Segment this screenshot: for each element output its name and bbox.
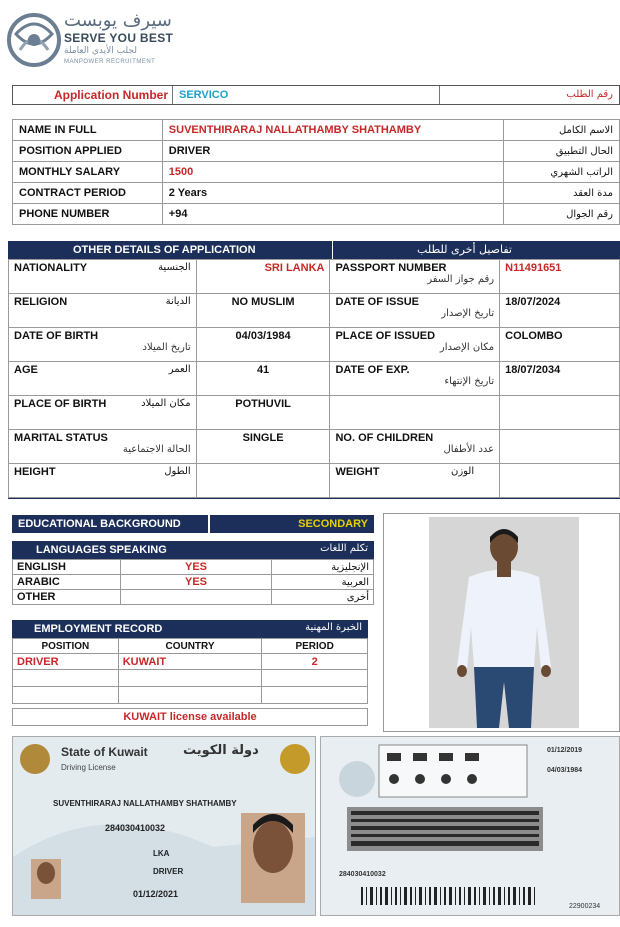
details-right-label (330, 464, 500, 498)
details-right-label (330, 328, 500, 362)
personal-value: DRIVER (162, 141, 503, 162)
employment-row (13, 687, 368, 704)
details-right-label-en: PASSPORT NUMBER (335, 262, 447, 274)
details-row (9, 396, 620, 430)
details-right-value: 18/07/2024 (500, 294, 620, 328)
details-right-label-en: PLACE OF ISSUED (335, 330, 436, 342)
employment-position (13, 670, 119, 687)
details-left-label-ar: الديانة (165, 296, 191, 307)
license-back-date1: 01/12/2019 (547, 747, 583, 754)
personal-value: 2 Years (162, 183, 503, 204)
details-right-value: COLOMBO (500, 328, 620, 362)
education-bar (12, 515, 374, 533)
language-value: YES (120, 575, 271, 590)
personal-label: PHONE NUMBER (13, 204, 163, 225)
details-left-label-en: NATIONALITY (14, 262, 88, 274)
details-right-label (330, 260, 500, 294)
language-name: ARABIC (13, 575, 121, 590)
employment-note: KUWAIT license available (12, 708, 368, 726)
license-id: 284030410032 (105, 823, 166, 833)
details-right-label (330, 294, 500, 328)
other-details-table (8, 259, 620, 498)
personal-label-ar: الراتب الشهري (504, 162, 620, 183)
details-left-label-ar: تاريخ الميلاد (142, 342, 191, 353)
application-number-label: Application Number (13, 86, 173, 104)
details-right-label (330, 430, 500, 464)
details-right-label-ar: تاريخ الإصدار (441, 308, 495, 319)
other-details-header: OTHER DETAILS OF APPLICATION (73, 244, 256, 256)
col-country: COUNTRY (118, 639, 262, 654)
employment-table (12, 638, 368, 704)
license-role: DRIVER (153, 867, 184, 876)
logo-arabic-sub: لجلب الأيدي العاملة (64, 46, 137, 56)
details-left-label (9, 362, 197, 396)
logo-english-name: SERVE YOU BEST (64, 31, 174, 45)
details-right-label-ar: مكان الإصدار (439, 342, 495, 353)
details-left-value (196, 464, 330, 498)
details-right-label-en: WEIGHT (335, 466, 380, 478)
details-right-label-ar: الوزن (450, 466, 475, 477)
license-back-date2: 04/03/1984 (547, 767, 583, 774)
details-left-label (9, 328, 197, 362)
employment-country (118, 670, 262, 687)
details-left-label-ar: الحالة الاجتماعية (122, 444, 191, 455)
license-subtitle: Driving License (61, 763, 116, 772)
applicant-photo-frame (383, 513, 620, 732)
license-title-en: State of Kuwait (61, 745, 148, 759)
details-left-label-en: HEIGHT (14, 466, 56, 478)
details-right-label-en: DATE OF EXP. (335, 364, 410, 376)
personal-label-ar: الحال التطبيق (504, 141, 620, 162)
employment-country (118, 687, 262, 704)
logo-emblem-icon (6, 8, 64, 70)
details-left-value: SRI LANKA (196, 260, 330, 294)
license-front (12, 736, 316, 916)
col-position: POSITION (13, 639, 119, 654)
language-name-ar: أخرى (272, 590, 374, 605)
license-date: 01/12/2021 (133, 889, 179, 899)
details-left-label (9, 294, 197, 328)
details-left-label-ar: الطول (164, 466, 191, 477)
details-right-label (330, 362, 500, 396)
employment-position: DRIVER (13, 654, 119, 670)
details-left-label-en: RELIGION (14, 296, 68, 308)
details-right-value (500, 430, 620, 464)
language-row (13, 590, 374, 605)
other-details-header-ar: تفاصيل أخرى للطلب (417, 243, 512, 256)
application-number-bar (12, 85, 620, 105)
personal-row (13, 183, 620, 204)
details-left-label-ar: الجنسية (158, 262, 191, 273)
language-row (13, 560, 374, 575)
employment-header-ar: الخبرة المهنية (305, 622, 362, 633)
personal-label: NAME IN FULL (13, 120, 163, 141)
details-right-value (500, 396, 620, 430)
details-left-value: 41 (196, 362, 330, 396)
details-row (9, 362, 620, 396)
personal-row (13, 204, 620, 225)
personal-row (13, 120, 620, 141)
employment-position (13, 687, 119, 704)
language-name-ar: العربية (272, 575, 374, 590)
license-nationality: LKA (153, 849, 170, 858)
details-right-value (500, 464, 620, 498)
license-back-code: 284030410032 (339, 871, 386, 878)
details-left-label (9, 464, 197, 498)
license-name: SUVENTHIRARAJ NALLATHAMBY SHATHAMBY (53, 799, 237, 808)
personal-label-ar: الاسم الكامل (504, 120, 620, 141)
details-row (9, 260, 620, 294)
languages-header (12, 541, 374, 559)
details-row (9, 328, 620, 362)
personal-row (13, 141, 620, 162)
education-value: SECONDARY (298, 518, 368, 530)
details-right-label-en: DATE OF ISSUE (335, 296, 419, 308)
details-left-value: NO MUSLIM (196, 294, 330, 328)
education-label: EDUCATIONAL BACKGROUND (18, 518, 181, 530)
languages-header-en: LANGUAGES SPEAKING (36, 544, 167, 556)
details-left-value: 04/03/1984 (196, 328, 330, 362)
details-left-label-ar: العمر (168, 364, 191, 375)
details-row (9, 430, 620, 464)
personal-value: SUVENTHIRARAJ NALLATHAMBY SHATHAMBY (162, 120, 503, 141)
details-right-value: 18/07/2034 (500, 362, 620, 396)
personal-value: 1500 (162, 162, 503, 183)
details-right-label-ar: رقم جواز السفر (427, 274, 495, 285)
license-back-num: 22900234 (569, 903, 601, 910)
employment-period: 2 (262, 654, 368, 670)
personal-info-table (12, 119, 620, 225)
personal-label: POSITION APPLIED (13, 141, 163, 162)
details-left-label-en: DATE OF BIRTH (14, 330, 99, 342)
language-name: OTHER (13, 590, 121, 605)
employment-period (262, 687, 368, 704)
languages-header-ar: تكلم اللغات (320, 543, 368, 554)
details-left-label-ar: مكان الميلاد (141, 398, 191, 409)
applicant-photo (429, 517, 579, 728)
personal-row (13, 162, 620, 183)
details-left-label-en: MARITAL STATUS (14, 432, 108, 444)
details-row (9, 294, 620, 328)
personal-label: MONTHLY SALARY (13, 162, 163, 183)
license-back-art (321, 737, 619, 915)
personal-label: CONTRACT PERIOD (13, 183, 163, 204)
application-number-ar: رقم الطلب (566, 89, 613, 100)
languages-table (12, 559, 374, 605)
details-left-label (9, 396, 197, 430)
employment-header (12, 620, 368, 638)
employment-row (13, 654, 368, 670)
details-left-label (9, 430, 197, 464)
logo-english-sub: MANPOWER RECRUITMENT (64, 59, 156, 65)
license-title-ar: دولة الكويت (183, 743, 259, 758)
details-row (9, 464, 620, 498)
employment-header-en: EMPLOYMENT RECORD (34, 623, 163, 635)
details-left-label (9, 260, 197, 294)
details-left-label-en: PLACE OF BIRTH (14, 398, 107, 410)
logo-arabic-name: سيرف يوبست (64, 10, 172, 31)
employment-country: KUWAIT (118, 654, 262, 670)
details-left-label-en: AGE (14, 364, 38, 376)
language-value: YES (120, 560, 271, 575)
details-right-label-en: NO. OF CHILDREN (335, 432, 434, 444)
language-row (13, 575, 374, 590)
license-back (320, 736, 620, 916)
employment-row (13, 670, 368, 687)
language-name-ar: الإنجليزية (272, 560, 374, 575)
details-right-value: N11491651 (500, 260, 620, 294)
details-right-label-ar: تاريخ الإنتهاء (444, 376, 495, 387)
personal-label-ar: رقم الجوال (504, 204, 620, 225)
language-value (120, 590, 271, 605)
personal-label-ar: مدة العقد (504, 183, 620, 204)
language-name: ENGLISH (13, 560, 121, 575)
employment-period (262, 670, 368, 687)
personal-value: +94 (162, 204, 503, 225)
col-period: PERIOD (262, 639, 368, 654)
details-right-label (330, 396, 500, 430)
details-left-value: POTHUVIL (196, 396, 330, 430)
details-left-value: SINGLE (196, 430, 330, 464)
details-right-label-ar: عدد الأطفال (443, 444, 495, 455)
application-number-value: SERVICO (179, 89, 229, 101)
